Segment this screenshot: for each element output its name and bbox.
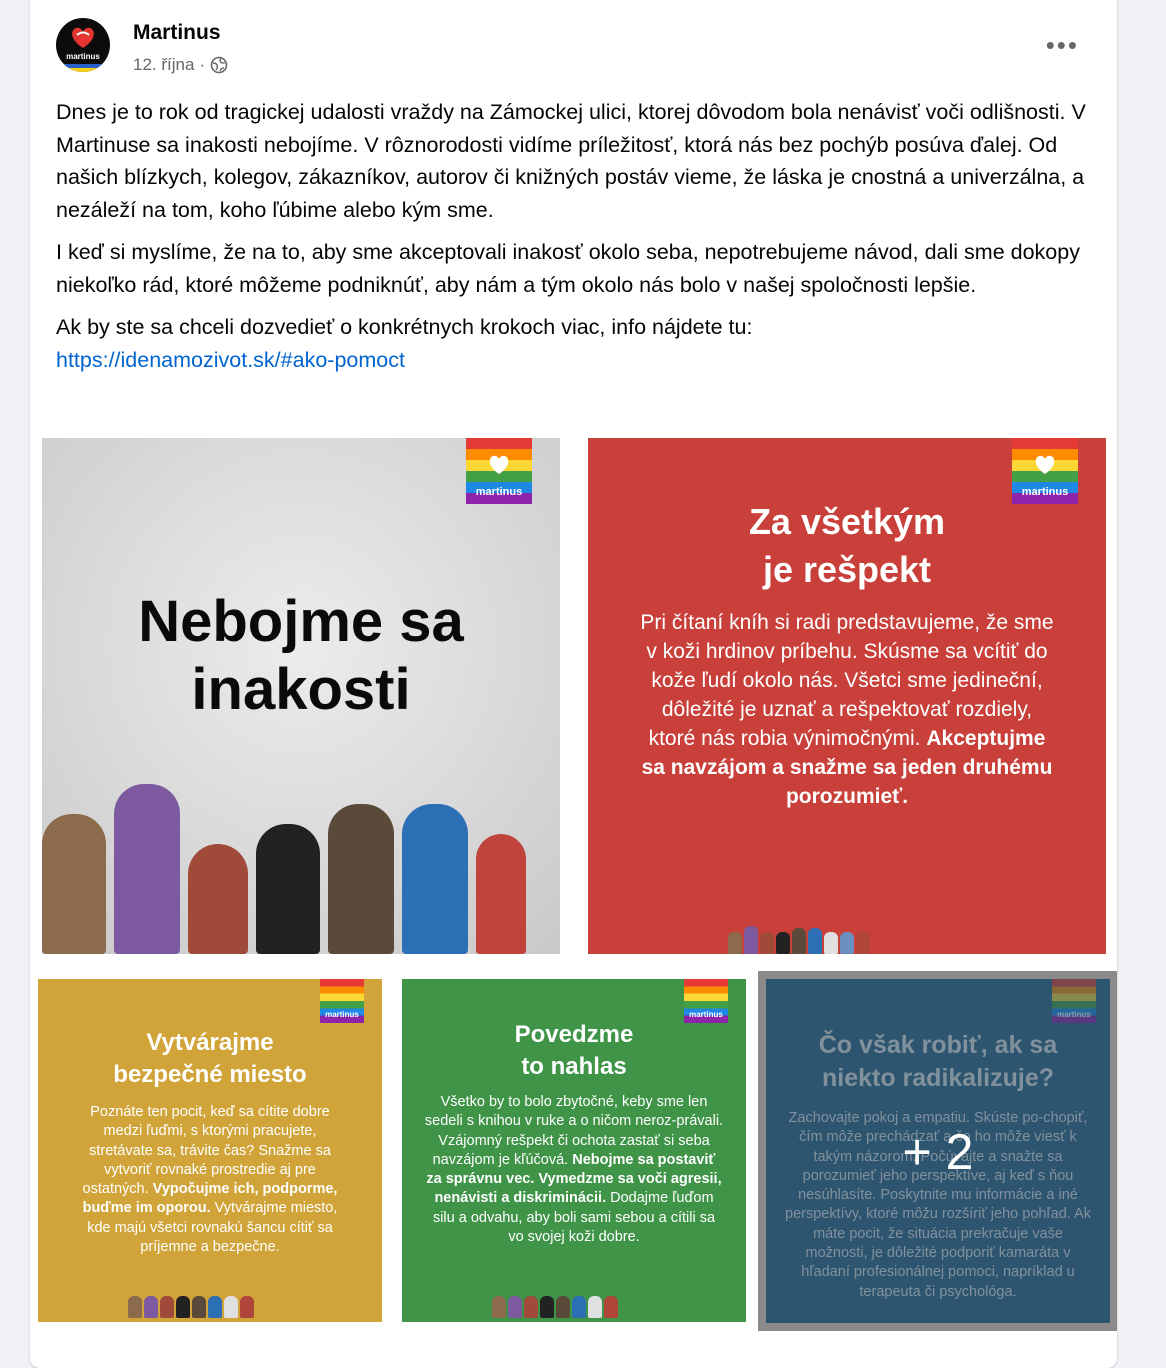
post-paragraph-1: Dnes je to rok od tragickej udalosti vraždy na Zámockej ulici, ktorej dôvodom bola nenávisť voči odlišnosti. V Martinuse sa inakosti nebojíme. V rôznorodosti vidíme príležitosť, ktorá nás bez pochýb posúva ďalej. Od našich blízkych, kolegov, zákazníkov, autorov či knižných postáv vieme, že láska je cnostná a univerzálna, a nezáleží na tom, koho ľúbime alebo kým sme. [56,100,1086,222]
tile3-body-plain2: Vytvárajme miesto, kde majú všetci rovnakú šancu cítiť sa príjemne a bezpečne. [87,1200,338,1256]
tile2-body-bold: Akceptujme sa navzájom a snažme sa jeden druhému porozumieť. [641,727,1053,808]
tile5-title-line2: niekto radikalizuje? [821,1064,1054,1092]
author-name[interactable]: Martinus [133,21,221,44]
image-tile-1[interactable] [42,438,560,954]
characters-illustration [492,1296,618,1318]
post-date[interactable]: 12. října [133,55,195,74]
post-link[interactable]: https://idenamozivot.sk/#ako-pomoct [56,347,405,372]
image-tile-4[interactable] [402,979,746,1322]
tile1-title-line1: Nebojme sa [138,589,464,654]
martinus-pride-logo [320,979,364,1023]
tile5-body: Zachovajte pokoj a empatiu. Skúste po-chopiť, čím môže prechádzať a čo ho môže viesť k takým názorom. Počúvajte a snažte sa porozumieť jeho perspektíve, aj keď s ňou nesúhlasíte. Poskytnite mu informácie a iné perspektívy, ktoré môžu rozšíriť jeho pohľad. Ak máte pocit, že situácia prekračuje vaše možnosti, je dôležité podporiť kamaráta v hľadaní profesionálnej pomoci, napríklad u terapeuta či psychológa. [785,1110,1091,1300]
avatar-label: martinus [66,52,100,61]
tile4-title [402,1019,746,1083]
post-meta [133,55,228,75]
tile2-body-plain: Pri čítaní kníh si radi predstavujeme, že sme v koži hrdinov príbehu. Skúsme sa vcítiť do kože ľudí okolo nás. Všetci sme jedineční, dôležité je uznať a rešpektovať rozdiely, ktoré nás robia výnimočnými. [640,611,1054,750]
meta-separator: · [199,55,206,74]
martinus-pride-logo [1012,438,1078,504]
image-tile-2[interactable] [588,438,1106,954]
more-images-count[interactable]: + 2 [902,1124,974,1180]
tile3-body [70,1103,350,1257]
logo-text: martinus [475,486,523,498]
globe-icon[interactable] [210,56,228,74]
logo-text: martinus [1057,1010,1091,1019]
tile1-title [42,588,560,724]
tile3-title [38,1027,382,1091]
avatar-flag-ribbon [56,64,110,72]
post-paragraph-3 [56,311,1086,376]
tile2-title [588,498,1106,594]
characters-illustration [728,926,870,954]
tile4-title-line1: Povedzme [514,1021,634,1048]
logo-text: martinus [689,1010,723,1019]
post-text [56,96,1086,386]
author-avatar[interactable] [56,18,110,72]
martinus-pride-logo [466,438,532,504]
tile3-body-bold: Vypočujme ich, podporme, buďme im oporou. [82,1181,338,1217]
tile2-title-line1: Za všetkým [748,501,946,542]
logo-text: martinus [1021,486,1069,498]
more-options-button[interactable]: ••• [1045,30,1079,60]
tile5-content [766,979,1110,1323]
characters-illustration [42,784,526,954]
post-paragraph-2: I keď si myslíme, že na to, aby sme akceptovali inakosť okolo seba, nepotrebujeme návod, dali sme dokopy niekoľko rád, ktoré môžeme podniknúť, aby nám a tým okolo nás bolo v našej spoločnosti lepšie. [56,240,1080,297]
martinus-pride-logo [684,979,728,1023]
post-card [30,0,1117,1368]
tile5-title-line1: Čo však robiť, ak sa [818,1031,1058,1059]
tile4-title-line2: to nahlas [521,1053,627,1080]
tile2-title-line2: je rešpekt [762,549,932,590]
tile1-title-line2: inakosti [191,657,411,722]
logo-text: martinus [325,1010,359,1019]
image-tile-3[interactable] [38,979,382,1322]
post-paragraph-3-text: Ak by ste sa chceli dozvedieť o konkrétnych krokoch viac, info nájdete tu: [56,315,753,339]
characters-illustration [128,1296,254,1318]
tile2-body [640,608,1054,811]
tile3-title-line2: bezpečné miesto [113,1061,307,1088]
tile4-body-plain1: Všetko by to bolo zbytočné, keby sme len sedeli s knihou v ruke a o ničom neroz-právali. Vzájomný rešpekt či ochota zastať si seba navzájom je kľúčová. [424,1094,724,1168]
tile4-body-plain2: Dodajme ľuďom silu a odvahu, aby boli sami sebou a cítili sa vo svojej koži dobre. [432,1190,716,1246]
image-tile-5[interactable] [758,971,1117,1331]
tile3-body-plain1: Poznáte ten pocit, keď sa cítite dobre medzi ľuďmi, s ktorými pracujete, stretávate sa, trávite čas? Snažme sa vytvoriť rovnaké prostredie aj pre ostatných. [82,1104,331,1198]
tile3-title-line1: Vytvárajme [146,1029,274,1056]
tile4-body [424,1093,724,1247]
tile4-body-bold: Nebojme sa postaviť za správnu vec. Vymedzme sa voči agresii, nenávisti a diskriminácii. [426,1151,722,1207]
